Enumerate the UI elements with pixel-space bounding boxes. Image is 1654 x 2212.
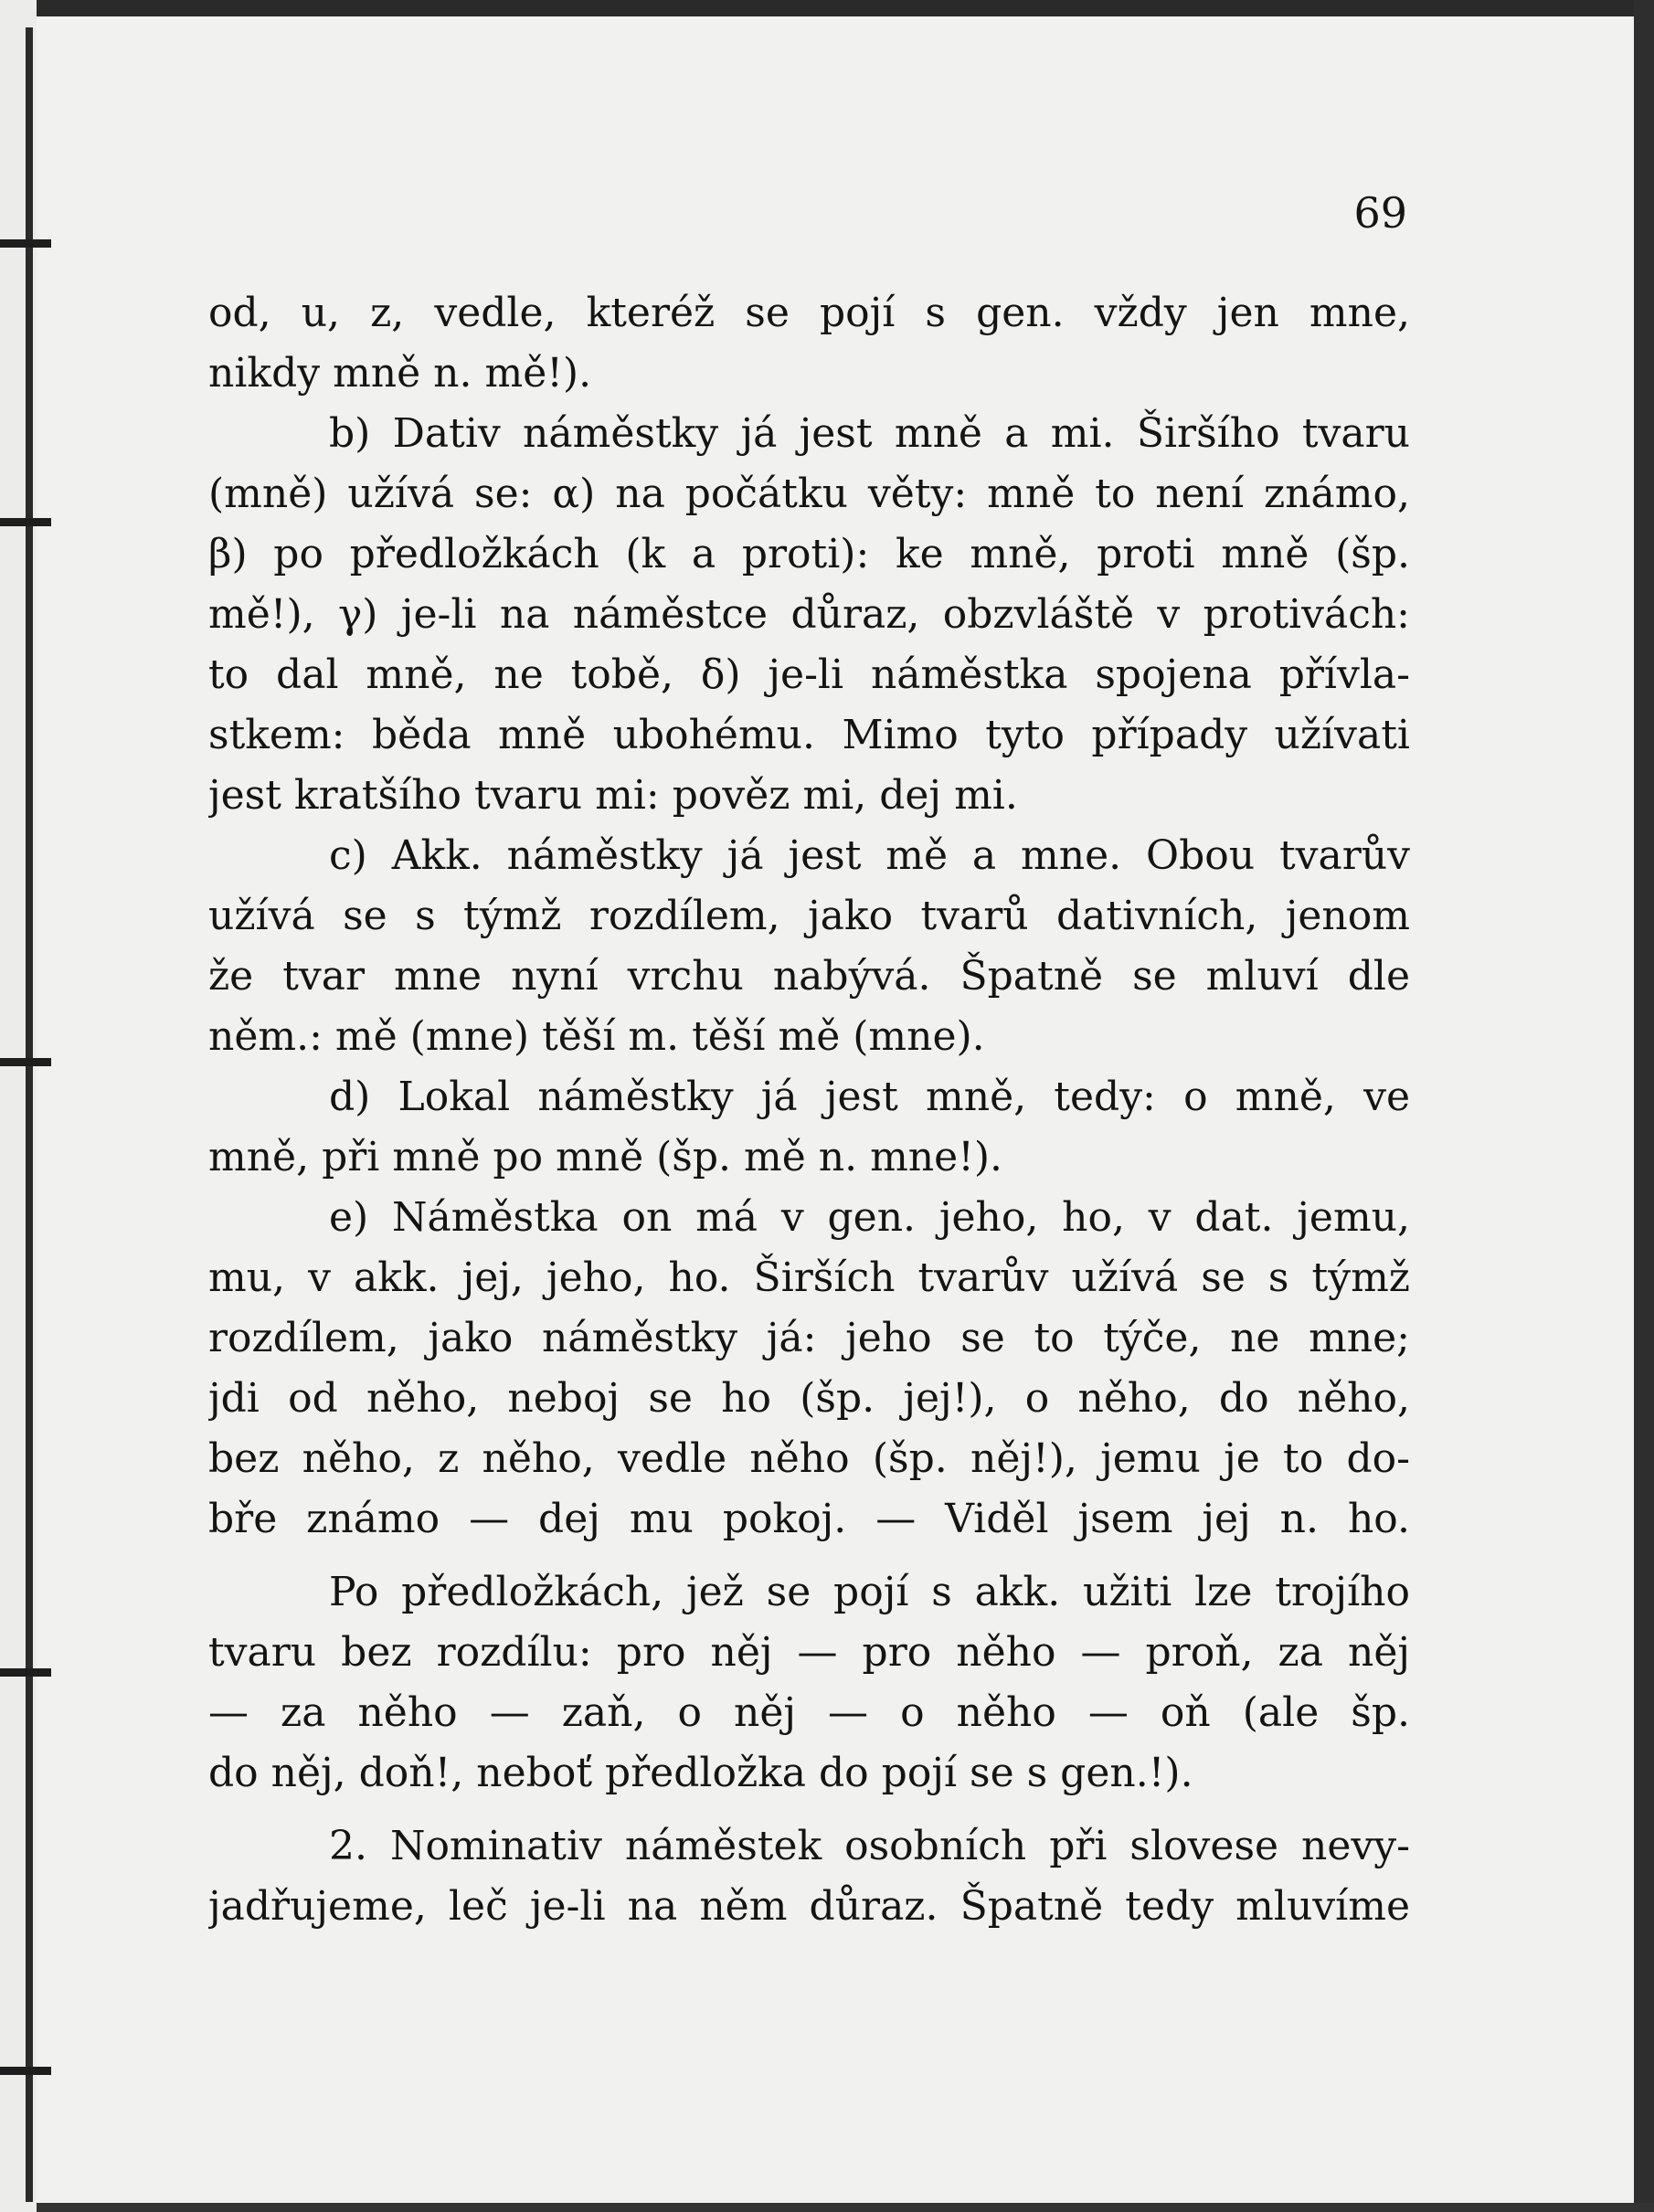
binding-tick (0, 1058, 51, 1066)
text-line: jdi od něho, neboj se ho (šp. jej!), o něho, do něho, (208, 1375, 1410, 1422)
scan-edge-bottom (0, 2203, 1654, 2212)
binding-line (26, 27, 33, 2202)
text-line: od, u, z, vedle, kteréž se pojí s gen. vždy jen mne, (208, 290, 1410, 336)
text-line: do něj, doň!, neboť předložka do pojí se s gen.!). (208, 1750, 1193, 1796)
text-line: bře známo — dej mu pokoj. — Viděl jsem jej n. ho. (208, 1496, 1410, 1542)
page-number: 69 (1353, 188, 1407, 238)
text-line: nikdy mně n. mě!). (208, 350, 592, 397)
text-line: mu, v akk. jej, jeho, ho. Širších tvarův užívá se s týmž (208, 1254, 1410, 1301)
paragraph-gap (208, 1550, 1410, 1562)
scan-edge-top (0, 0, 1654, 16)
binding-tick (0, 239, 51, 248)
scan-edge-right (1634, 0, 1654, 2212)
text-line: b) Dativ náměstky já jest mně a mi. Širšího tvaru (329, 410, 1410, 457)
text-line: (mně) užívá se: α) na počátku věty: mně to není známo, (208, 471, 1410, 517)
text-line: bez něho, z něho, vedle něho (šp. něj!), jemu je to do- (208, 1435, 1410, 1482)
text-line: rozdílem, jako náměstky já: jeho se to týče, ne mne; (208, 1315, 1410, 1361)
text-line: β) po předložkách (k a proti): ke mně, proti mně (šp. (208, 531, 1410, 577)
text-line: 2. Nominativ náměstek osobních při slovese nevy- (329, 1823, 1410, 1869)
text-line: Po předložkách, jež se pojí s akk. užiti lze trojího (329, 1569, 1410, 1615)
body-text (208, 283, 1410, 1937)
text-line: e) Náměstka on má v gen. jeho, ho, v dat. jemu, (329, 1194, 1410, 1241)
text-line: něm.: mě (mne) těší m. těší mě (mne). (208, 1013, 985, 1060)
text-line: mě!), γ) je-li na náměstce důraz, obzvláště v protivách: (208, 591, 1410, 638)
text-line: jadřujeme, leč je-li na něm důraz. Špatně tedy mluvíme (208, 1883, 1410, 1930)
text-line: tvaru bez rozdílu: pro něj — pro něho — proň, za něj (208, 1629, 1410, 1676)
text-line: jest kratšího tvaru mi: pověz mi, dej mi. (208, 772, 1018, 819)
binding-tick (0, 518, 51, 526)
text-line: d) Lokal náměstky já jest mně, tedy: o mně, ve (329, 1074, 1410, 1120)
text-line: to dal mně, ne tobě, δ) je-li náměstka spojena přívla- (208, 651, 1410, 698)
paragraph-gap (208, 1804, 1410, 1816)
text-line: mně, při mně po mně (šp. mě n. mne!). (208, 1134, 1003, 1180)
text-line: že tvar mne nyní vrchu nabývá. Špatně se mluví dle (208, 953, 1410, 1000)
text-line: — za něho — zaň, o něj — o něho — oň (ale šp. (208, 1689, 1410, 1736)
text-line: stkem: běda mně ubohému. Mimo tyto případy užívati (208, 712, 1410, 758)
text-line: užívá se s týmž rozdílem, jako tvarů dativních, jenom (208, 893, 1410, 939)
text-line: c) Akk. náměstky já jest mě a mne. Obou tvarův (329, 832, 1410, 879)
binding-tick (0, 2067, 51, 2075)
binding-tick (0, 1668, 51, 1677)
